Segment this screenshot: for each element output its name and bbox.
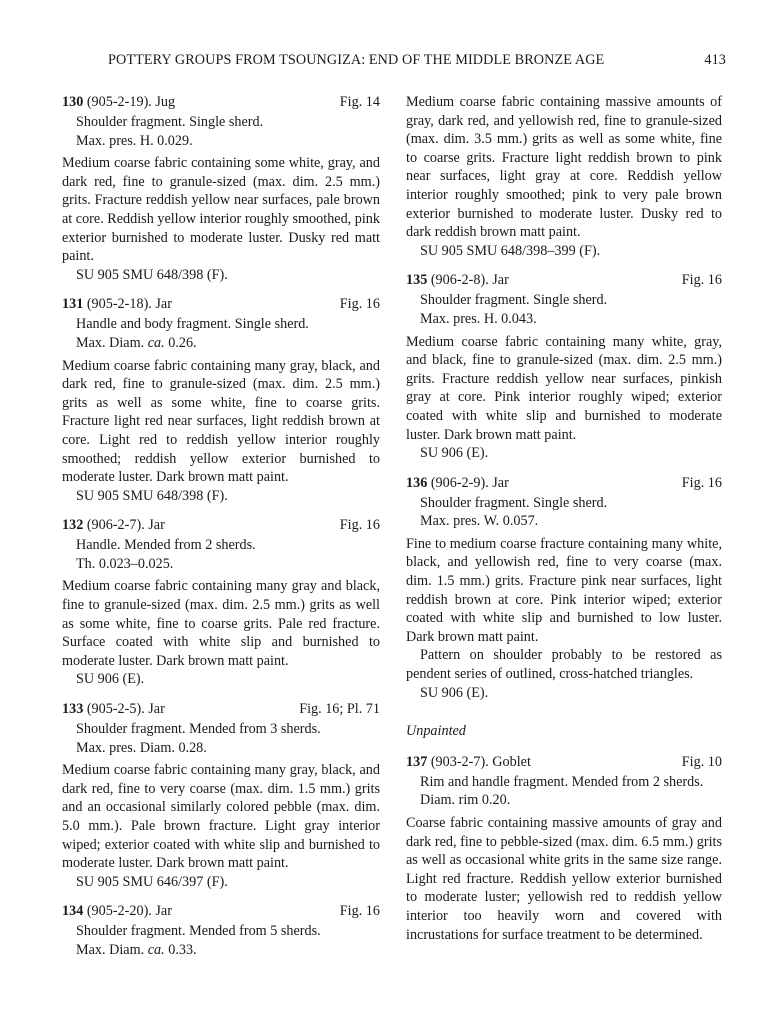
entry-dimension: Max. pres. H. 0.029. [76,132,193,149]
entry-id: (905-2-20). Jar [86,903,172,920]
entry-fabric-text: Medium coarse fabric containing many gray, black, and dark red, fine to very coarse (max. dim. 1.5 mm.) grits and an occasional similarly colored pebble (max. dim. 5.0 mm.). Pale brown fracture. Light gray interior wiped; exterior coated with white slip and burnished to moderate luster. Dark brown matt paint. [62,762,380,872]
entry-number: 131 [62,296,84,313]
entry-description: Shoulder fragment. Single sherd. [420,292,608,309]
entry-description: Handle. Mended from 2 sherds. [76,537,256,554]
catalog-entry-134-continued [406,93,722,260]
entry-heading [62,902,380,921]
entry-dimension: Th. 0.023–0.025. [76,555,174,572]
entry-dimension: Max. pres. H. 0.043. [420,310,537,327]
entry-id: (905-2-18). Jar [86,296,172,313]
entry-context: SU 905 SMU 648/398 (F). [76,266,228,283]
entry-dimension: Max. pres. W. 0.057. [420,513,539,530]
catalog-entry-131 [62,295,380,505]
catalog-entry-133 [62,700,380,891]
section-heading-unpainted: Unpainted [406,723,466,740]
entry-number: 136 [406,474,428,491]
entry-heading [62,93,380,112]
entry-number: 133 [62,701,84,718]
catalog-entry-134 [62,902,380,959]
entry-fabric-text: Fine to medium coarse fracture containing many white, black, and yellowish red, fine to very coarse (max. dim. 1.5 mm.) grits. Fracture pink near surfaces, light reddish brown at core. Pink interior wiped; exterior coated with white slip and burnished to low luster. Dark brown matt paint. [406,535,722,645]
entry-id: (906-2-7). Jar [86,517,165,534]
entry-context: SU 905 SMU 648/398 (F). [76,487,228,504]
entry-description: Shoulder fragment. Single sherd. [76,114,264,130]
figure-reference: Fig. 10 [681,753,722,770]
entry-id: (905-2-19). Jug [86,94,176,110]
entry-heading [406,753,722,772]
entry-description: Shoulder fragment. Mended from 5 sherds. [76,923,321,940]
entry-context: SU 906 (E). [420,684,489,701]
entry-dimension: Max. pres. Diam. 0.28. [76,739,207,756]
entry-heading [62,700,380,719]
entry-fabric-text: Medium coarse fabric containing many gray and black, fine to granule-sized (max. dim. 2.5 mm.) grits as well as some white, fine to coarse grits. Pale red fracture. Surface coated with white slip and burnished to moderate luster. Dark brown matt paint. [62,578,380,669]
catalog-entry-135 [406,271,722,462]
entry-context: SU 905 SMU 648/398–399 (F). [420,242,601,259]
entry-id: (903-2-7). Goblet [430,753,531,770]
figure-reference: Fig. 16 [339,296,380,313]
entry-fabric-text: Medium coarse fabric containing many gray, black, and dark red, fine to granule-sized (max. dim. 2.5 mm.) grits as well as some white, fine to coarse grits. Fracture light red near surfaces, light reddish brown at core. Light red to reddish yellow interior roughly smoothed; reddish yellow exterior burnished to moderate luster. Dark brown matt paint. [62,357,380,486]
page-number: 413 [704,52,726,68]
entry-id: (906-2-8). Jar [430,272,509,289]
entry-fabric-text: Medium coarse fabric containing many white, gray, and black, fine to granule-sized (max. dim. 2.5 mm.) grits. Fracture reddish yellow near surfaces, pinkish gray at core. Pink interior roughly wiped; exterior coated with white slip and burnished to moderate luster. Dark brown matt paint. [406,333,722,443]
entry-number: 135 [406,272,428,289]
entry-dimension: Diam. rim 0.20. [420,792,511,809]
figure-reference: Fig. 16 [681,272,722,289]
entry-dimension: Max. Diam. ca. 0.33. [76,941,197,958]
entry-number: 130 [62,94,84,110]
entry-id: (905-2-5). Jar [86,701,165,718]
entry-pattern-note: Pattern on shoulder probably to be restored as pendent series of outlined, cross-hatched triangles. [406,647,722,683]
entry-description: Shoulder fragment. Single sherd. [420,494,608,511]
entry-context: SU 905 SMU 646/397 (F). [76,873,228,890]
entry-number: 132 [62,517,84,534]
entry-context: SU 906 (E). [420,445,489,462]
catalog-entry-136 [406,474,722,703]
figure-reference: Fig. 16 [339,903,380,920]
entry-fabric-text: Coarse fabric containing massive amounts of gray and dark red, fine to pebble-sized (max. dim. 6.5 mm.) grits as well as occasional white grits in the same size range. Light red fracture. Reddish yellow exterior burnished to moderate luster; yellowish red to reddish yellow interior too heavily worn and covered with incrustations for surface treatment to be determined. [406,815,722,943]
entry-id: (906-2-9). Jar [430,474,509,491]
figure-reference: Fig. 16 [339,517,380,534]
entry-description: Handle and body fragment. Single sherd. [76,316,309,333]
left-column [62,93,380,960]
entry-number: 137 [406,753,428,770]
entry-heading [62,295,380,314]
running-head: POTTERY GROUPS FROM TSOUNGIZA: END OF THE MIDDLE BRONZE AGE [108,52,605,68]
entry-heading [406,271,722,290]
entry-heading [62,516,380,535]
entry-dimension: Max. Diam. ca. 0.26. [76,334,197,351]
figure-reference: Fig. 16 [681,474,722,491]
catalog-entry-132 [62,516,380,689]
entry-heading [406,474,722,493]
entry-description: Rim and handle fragment. Mended from 2 sherds. [420,773,704,790]
catalog-entry-137 [406,753,722,944]
entry-fabric-text: Medium coarse fabric containing massive amounts of gray, dark red, and yellowish red, fine to granule-sized (max. dim. 3.5 mm.) grits as well as some white, fine to coarse grits. Fracture light reddish brown to pink near surfaces, light gray at core. Reddish yellow interior roughly smoothed; pink to very pale brown exterior burnished to moderate luster. Dusky red to dark reddish brown matt paint. [406,94,722,241]
figure-reference: Fig. 16; Pl. 71 [299,701,380,718]
entry-fabric-text: Medium coarse fabric containing some white, gray, and dark red, fine to granule-sized (max. dim. 2.5 mm.) grits. Fracture reddish yellow near surfaces, pale brown at core. Reddish yellow interior roughly smoothed, pink exterior burnished to moderate luster. Dusky red matt paint. [62,155,380,265]
right-column [406,93,722,944]
figure-reference: Fig. 14 [339,94,380,110]
entry-description: Shoulder fragment. Mended from 3 sherds. [76,721,321,738]
catalog-entry-130 [62,93,380,284]
entry-context: SU 906 (E). [76,671,145,688]
entry-number: 134 [62,903,84,920]
running-header [108,52,728,72]
